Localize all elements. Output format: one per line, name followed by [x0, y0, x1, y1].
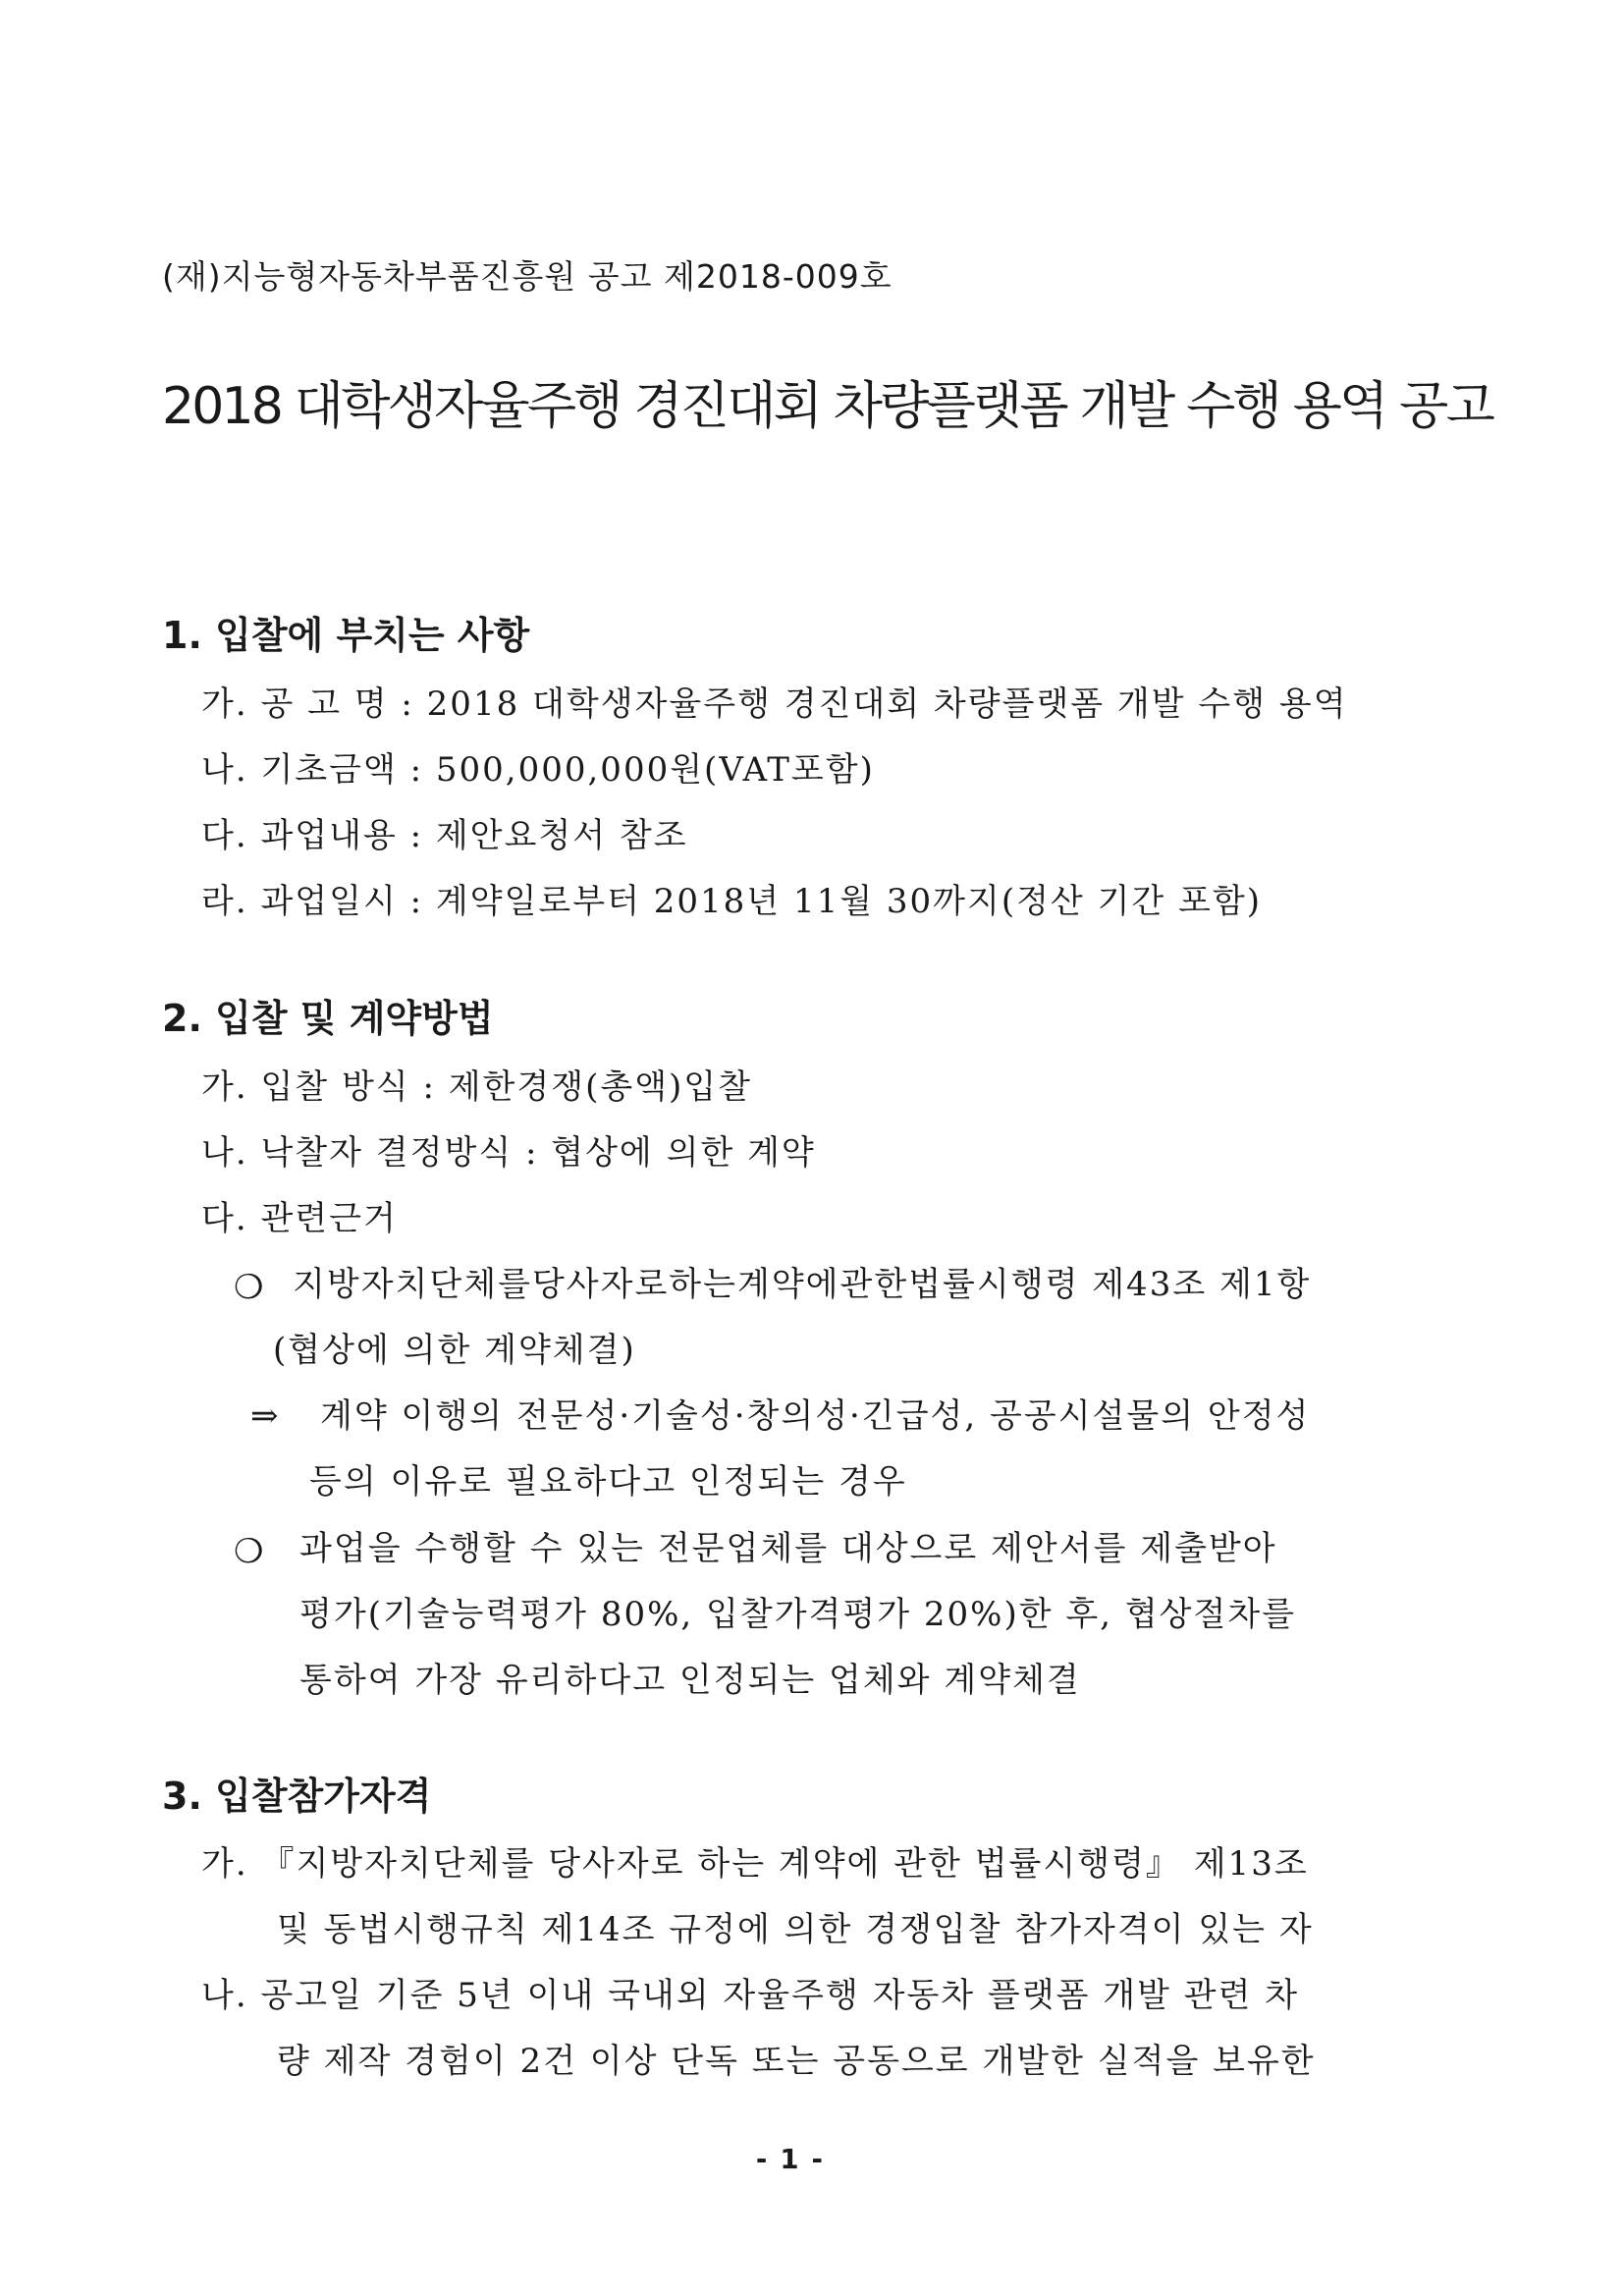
page-number: [0, 2146, 1623, 2173]
legal-basis-line: 등의 이유로 필요하다고 인정되는 경우: [309, 1462, 907, 1502]
legal-basis-line: 통하여 가장 유리하다고 인정되는 업체와 계약체결: [299, 1661, 1081, 1700]
section-3-item-ga-cont: 및 동법시행규칙 제14조 규정에 의한 경쟁입찰 참가자격이 있는 자: [277, 1910, 1314, 1949]
legal-basis-line: 지방자치단체를당사자로하는계약에관한법률시행령 제43조 제1항: [293, 1265, 1312, 1304]
circle-bullet-icon: ❍: [234, 1532, 264, 1571]
document-title: 2018 대학생자율주행 경진대회 차량플랫폼 개발 수행 용역 공고: [162, 377, 1492, 436]
legal-basis-line: 평가(기술능력평가 80%, 입찰가격평가 20%)한 후, 협상절차를: [299, 1595, 1297, 1634]
legal-basis-line: (협상에 의한 계약체결): [273, 1331, 636, 1370]
section-2-heading: 2. 입찰 및 계약방법: [162, 997, 494, 1040]
section-3-heading: 3. 입찰참가자격: [162, 1775, 432, 1818]
legal-basis-line: 과업을 수행할 수 있는 전문업체를 대상으로 제안서를 제출받아: [299, 1529, 1277, 1568]
section-2-item-da: 다. 관련근거: [201, 1199, 398, 1238]
section-1-item-ga: 가. 공 고 명 : 2018 대학생자율주행 경진대회 차량플랫폼 개발 수행 용역: [201, 684, 1348, 724]
legal-basis-line: 계약 이행의 전문성·기술성·창의성·긴급성, 공공시설물의 안정성: [320, 1396, 1311, 1436]
section-3-item-na: 나. 공고일 기준 5년 이내 국내외 자율주행 자동차 플랫폼 개발 관련 차: [201, 1976, 1300, 2015]
section-1-heading: 1. 입찰에 부치는 사항: [162, 614, 530, 657]
notice-number: (재)지능형자동차부품진흥원 공고 제2018-009호: [162, 257, 893, 296]
section-3-item-ga: 가. 『지방자치단체를 당사자로 하는 계약에 관한 법률시행령』 제13조: [201, 1844, 1309, 1884]
section-3-item-na-cont: 량 제작 경험이 2건 이상 단독 또는 공동으로 개발한 실적을 보유한: [277, 2042, 1316, 2081]
circle-bullet-icon: ❍: [234, 1268, 264, 1307]
section-1-item-da: 다. 과업내용 : 제안요청서 참조: [201, 816, 688, 855]
section-2-item-na: 나. 낙찰자 결정방식 : 협상에 의한 계약: [201, 1133, 816, 1173]
section-2-item-ga: 가. 입찰 방식 : 제한경쟁(총액)입찰: [201, 1067, 752, 1107]
section-1-item-na: 나. 기초금액 : 500,000,000원(VAT포함): [201, 750, 875, 790]
section-1-item-ra: 라. 과업일시 : 계약일로부터 2018년 11월 30까지(정산 기간 포함): [201, 882, 1263, 921]
arrow-bullet-icon: ⇒: [250, 1396, 279, 1436]
